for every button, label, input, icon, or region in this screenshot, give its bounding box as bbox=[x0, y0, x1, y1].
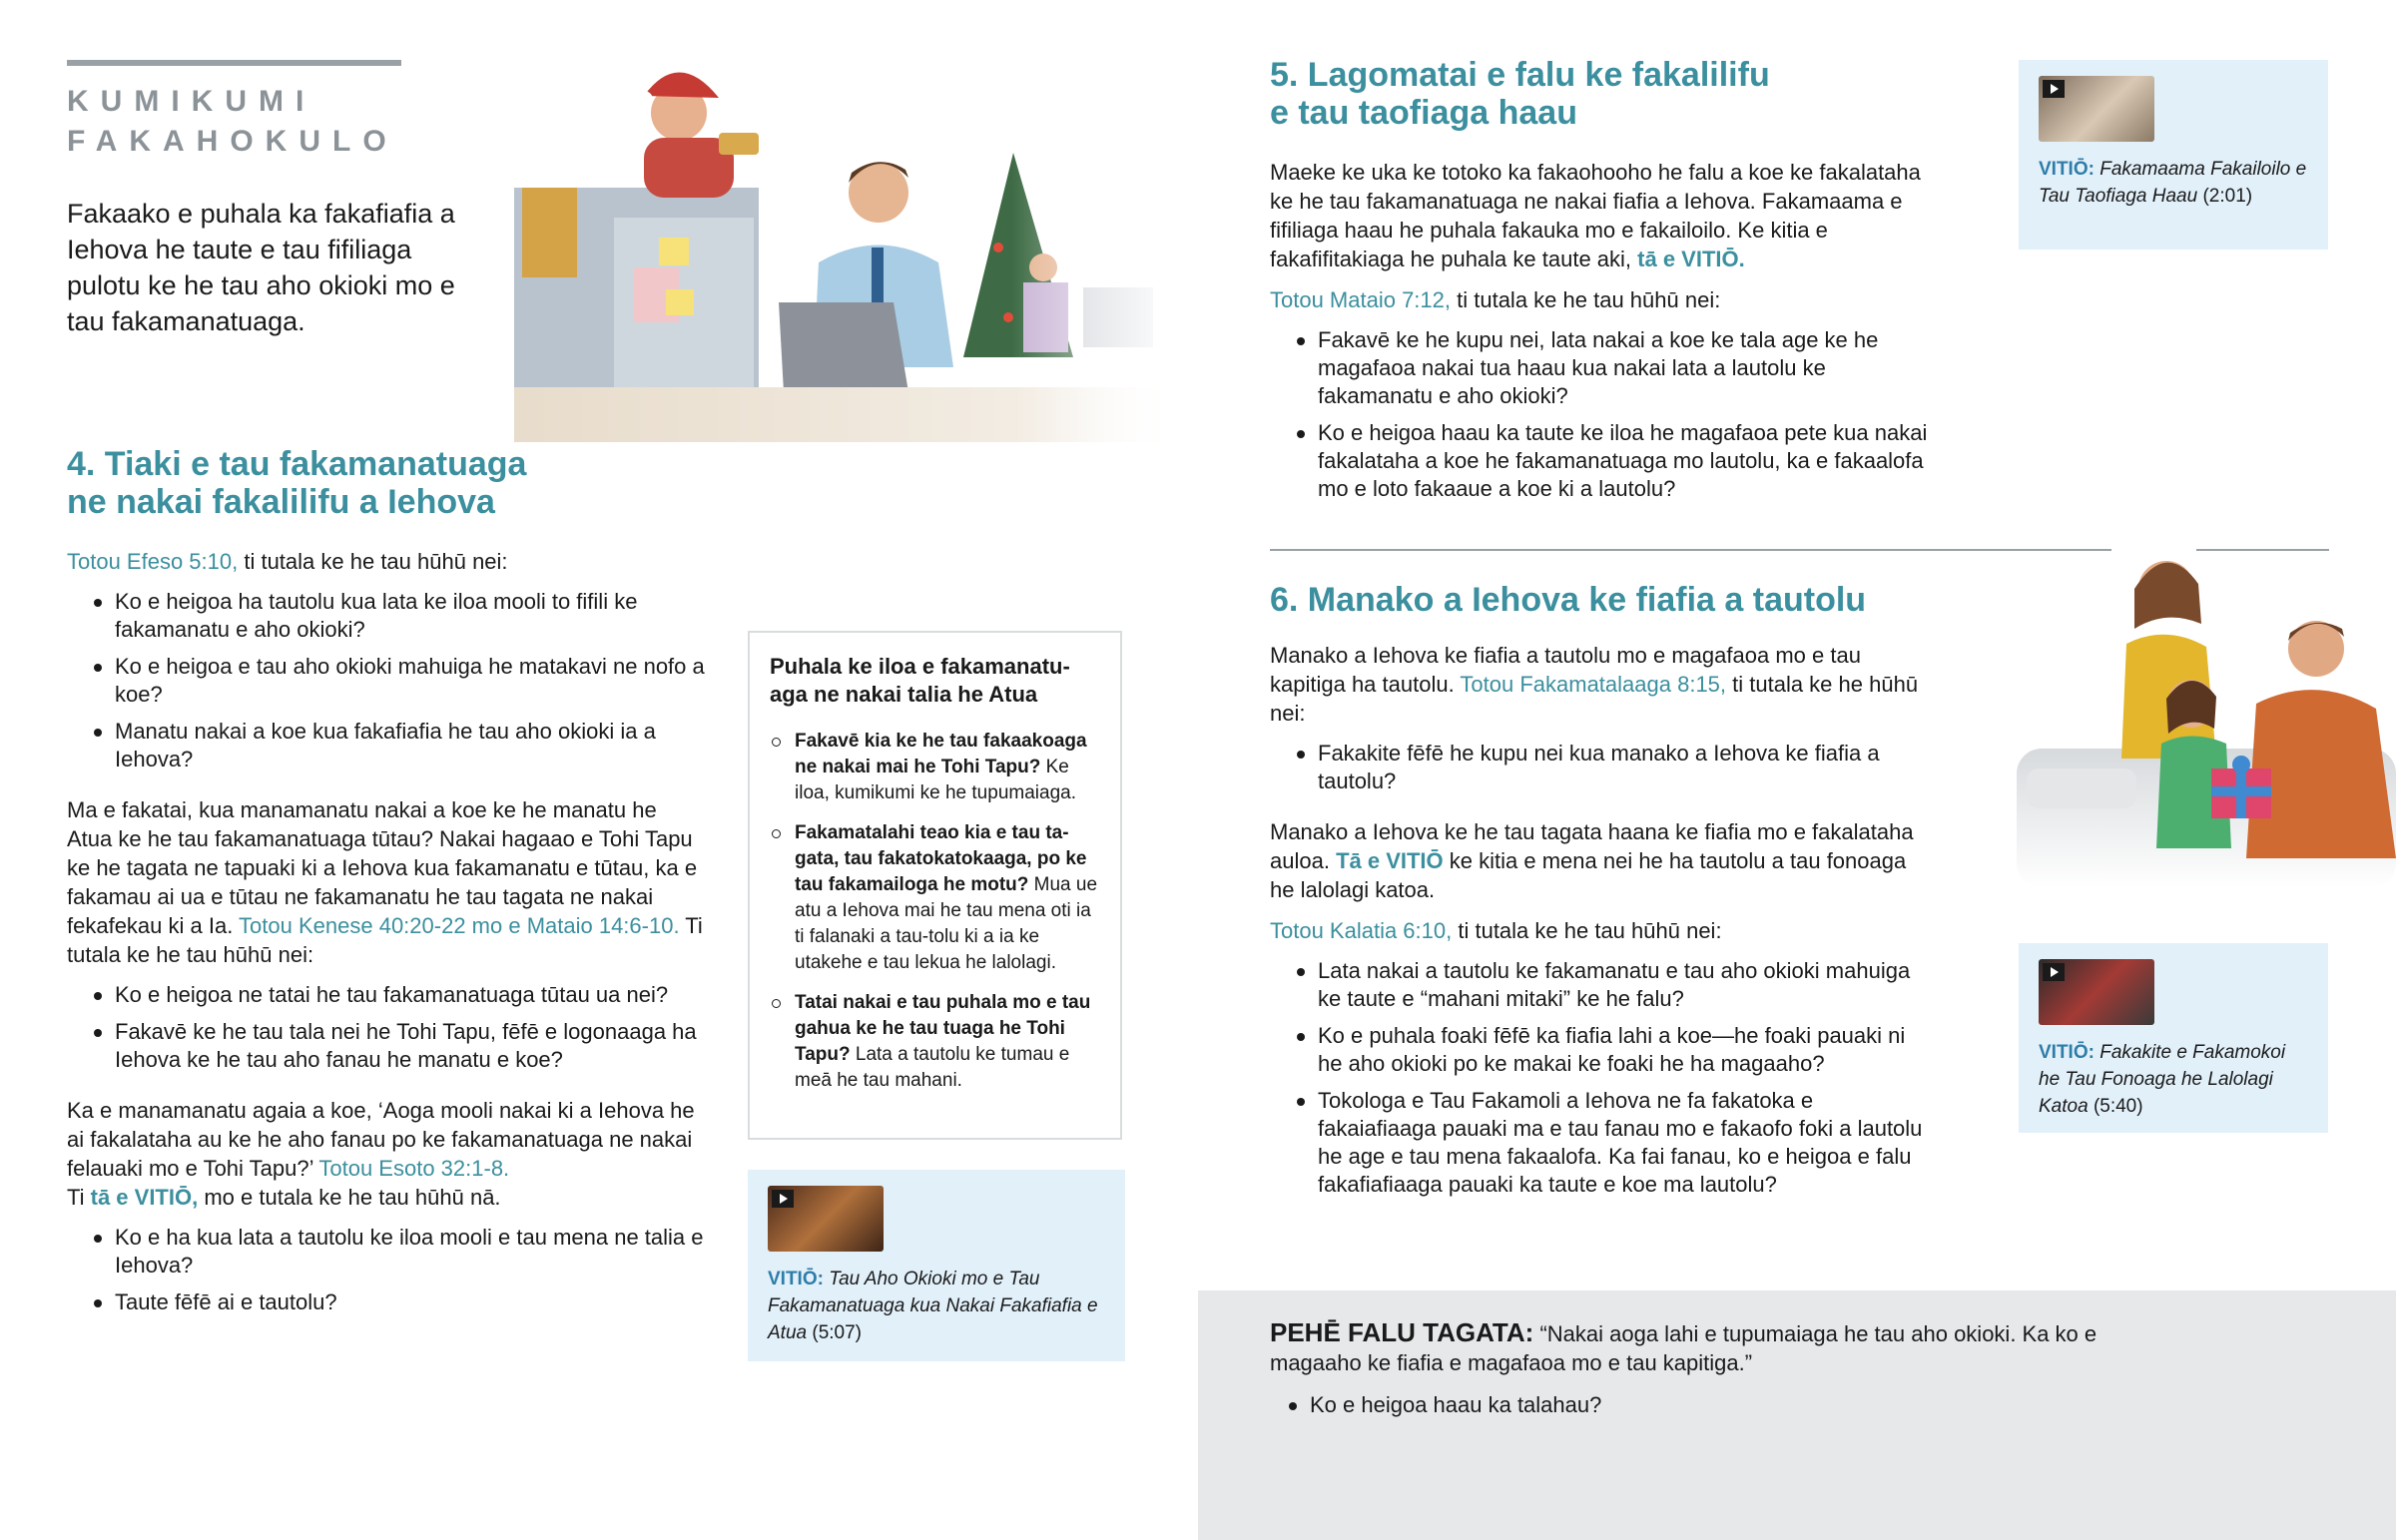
paragraph-text: ti tutala ke he hūhū nei: bbox=[1270, 672, 1919, 726]
video-label: VITIŌ: bbox=[768, 1269, 824, 1289]
section-4-title-line-2: ne nakai fakalilifu a Iehova bbox=[67, 483, 495, 521]
list-item: Manatu nakai a koe kua fakafiafia he tau aho okioki ia a Iehova? bbox=[67, 718, 706, 773]
scripture-link-kenese-mataio[interactable]: Totou Kenese 40:20-22 mo e Mataio 14:6-10. bbox=[239, 913, 680, 938]
footer-label: PEHĒ FALU TAGATA: bbox=[1270, 1317, 1534, 1347]
intro-text: Fakaako e puhala ka fakafiafia a Iehova he taute e tau fifiliaga pulotu ke he tau aho okioki mo e tau fakamanatuaga. bbox=[67, 199, 455, 336]
list-item: Fakakite fēfē he kupu nei kua manako a Iehova ke fiafia a tautolu? bbox=[1270, 740, 1929, 795]
list-item: Ko e heigoa haau ka talahau? bbox=[1262, 1391, 2108, 1419]
kicker-line-2: FAKAHOKULO bbox=[67, 125, 398, 158]
section-5-title-line-2: e tau taofiaga haau bbox=[1270, 94, 1577, 132]
video-caption bbox=[768, 1266, 1105, 1346]
play-icon[interactable] bbox=[2043, 963, 2065, 981]
paragraph-text: mo e tutala ke he tau hūhū nā. bbox=[198, 1185, 501, 1210]
section-4-questions-1 bbox=[67, 588, 706, 773]
list-item: Ko e heigoa e tau aho okioki mahuiga he matakavi ne nofo a koe? bbox=[67, 653, 706, 709]
list-item: Ko e heigoa haau ka taute ke iloa he magafaoa pete kua nakai fakalataha a koe he fakamanatuaga mo lautolu, ka e fakaalofa mo e loto fakaaue a koe ki a lautolu? bbox=[1270, 419, 1929, 503]
footer-content bbox=[1270, 1318, 2108, 1428]
play-icon[interactable] bbox=[2043, 80, 2065, 98]
video-card-holidays[interactable] bbox=[748, 1170, 1125, 1361]
section-5-body bbox=[1270, 158, 1929, 512]
box-checklist bbox=[770, 729, 1100, 1094]
list-item bbox=[770, 729, 1100, 806]
play-video-link[interactable]: tā e VITIŌ, bbox=[90, 1185, 199, 1210]
read-instruction: ti tutala ke he tau hūhū nei: bbox=[1451, 287, 1721, 312]
video-title: Tau Aho Okioki mo e Tau Fakamanatuaga kua Nakai Fakafiafia e Atua bbox=[768, 1269, 1098, 1343]
list-item bbox=[770, 820, 1100, 976]
footer-quote bbox=[1270, 1318, 2108, 1377]
header-rule bbox=[67, 60, 401, 66]
read-instruction: ti tutala ke he tau hūhū nei: bbox=[238, 549, 508, 574]
identify-celebration-box bbox=[748, 631, 1122, 1140]
scripture-link-esoto[interactable]: Totou Esoto 32:1-8. bbox=[318, 1156, 510, 1181]
paragraph-text: Ka e manamanatu agaia a koe, ‘Aoga mooli nakai ki a Iehova he ai fakalataha au ke he aho fanau po ke fakamanatuaga ne nakai felauaki mo e Tohi Tapu?’ bbox=[67, 1098, 695, 1181]
kicker-line-1: KUMIKUMI bbox=[67, 85, 316, 118]
scripture-link-efeso[interactable]: Totou Efeso 5:10, bbox=[67, 549, 239, 574]
section-4-questions-3 bbox=[67, 1224, 706, 1316]
section-6-read-line bbox=[1270, 916, 1929, 945]
paragraph-text: Maeke ke uka ke totoko ka fakaohooho he falu a koe ke fakalataha ke he tau fakamanatuaga ne nakai fiafia a Iehova. Fakamaama e fifiliaga haau he puhala fakauka mo e fakailoilo. Ke kitia e fakafifitakiaga he puhala ke taute aki, bbox=[1270, 160, 1921, 271]
section-5-questions bbox=[1270, 326, 1929, 503]
list-item: Taute fēfē ai e tautolu? bbox=[67, 1288, 706, 1316]
video-card-explain-beliefs[interactable] bbox=[2019, 60, 2328, 250]
item-question: Fakavē kia ke he tau fakaakoaga ne nakai mai he Tohi Tapu? bbox=[795, 731, 1087, 777]
item-question: Tatai nakai e tau puhala mo e tau gahua ke he tau tuaga he Tohi Tapu? bbox=[795, 992, 1091, 1065]
section-6-title: 6. Manako a Iehova ke fiafia a tautolu bbox=[1270, 581, 1867, 619]
section-6-paragraph-1 bbox=[1270, 641, 1929, 728]
video-duration: (5:40) bbox=[2093, 1096, 2143, 1117]
video-duration: (5:07) bbox=[812, 1322, 863, 1343]
quote-text: “Nakai aoga lahi e tupumaiaga he tau aho okioki. Ka ko e magaaho ke fiafia e magafaoa mo e tau kapitiga.” bbox=[1270, 1321, 2097, 1375]
video-title: Fakamaama Fakailoilo e Tau Taofiaga Haau bbox=[2039, 159, 2307, 207]
section-4-title-line-1: 4. Tiaki e tau fakamanatuaga bbox=[67, 445, 527, 483]
item-question: Fakamatalahi teao kia e tau ta-gata, tau fakatokatokaaga, po ke tau fakamailoga he motu? bbox=[795, 822, 1087, 895]
play-video-link[interactable]: tā e VITIŌ. bbox=[1637, 247, 1745, 271]
video-thumbnail[interactable] bbox=[2039, 76, 2154, 142]
section-divider bbox=[1270, 549, 2111, 551]
video-label: VITIŌ: bbox=[2039, 159, 2095, 180]
section-4-paragraph-2 bbox=[67, 1096, 706, 1212]
paragraph-text: Manako a Iehova ke fiafia a tautolu mo e magafaoa mo e tau kapitiga ha tautolu. bbox=[1270, 643, 1861, 697]
section-5-paragraph bbox=[1270, 158, 1929, 273]
list-item: Lata nakai a tautolu ke fakamanatu e tau aho okioki mahuiga ke taute e “mahani mitaki” ke he falu? bbox=[1270, 957, 1929, 1013]
video-label: VITIŌ: bbox=[2039, 1042, 2095, 1063]
scripture-link-kalatia[interactable]: Totou Kalatia 6:10, bbox=[1270, 918, 1453, 943]
paragraph-text: ke kitia e mena nei he ha tautolu a tau fonoaga he lalolagi katoa. bbox=[1270, 848, 1907, 902]
paragraph-text: Manako a Iehova ke he tau tagata haana ke fiafia mo e fakalataha auloa. bbox=[1270, 819, 1914, 873]
item-answer: Lata a tautolu ke tumau e meā he tau mahani. bbox=[795, 1044, 1070, 1091]
item-answer: Ke iloa, kumikumi ke he tupumaiaga. bbox=[795, 757, 1076, 803]
section-6-body bbox=[1270, 641, 1929, 1208]
play-icon[interactable] bbox=[772, 1190, 794, 1208]
box-title: Puhala ke iloa e fakamanatu-aga ne nakai talia he Atua bbox=[770, 654, 1070, 707]
video-card-conventions[interactable] bbox=[2019, 943, 2328, 1133]
video-thumbnail[interactable] bbox=[768, 1186, 884, 1252]
lesson-kicker bbox=[67, 82, 398, 162]
footer-questions bbox=[1262, 1391, 2108, 1419]
paragraph-text: Ma e fakatai, kua manamanatu nakai a koe ke he manatu he Atua ke he tau fakamanatuaga tūtau? Nakai hagaao e Tohi Tapu ke he tagata ne tapuaki ki a Iehova kua fakamanatu e tūtau, ka e fakamau ai ua e tūtau ne fakamanatu he tau tagata ne nakai fekafekau ki a Ia. bbox=[67, 797, 698, 938]
office-holiday-illustration bbox=[514, 58, 1178, 442]
section-6-questions-2 bbox=[1270, 957, 1929, 1199]
list-item: Fakavē ke he kupu nei, lata nakai a koe ke tala age ke he magafaoa nakai tua haau kua nakai lata a lautolu ke fakamanatu e aho okioki? bbox=[1270, 326, 1929, 410]
section-4-read-line bbox=[67, 547, 706, 576]
list-item: Ko e puhala foaki fēfē ka fiafia lahi a koe—he foaki pauaki ni he aho okioki po ke makai ke foaki he ha magaaho? bbox=[1270, 1022, 1929, 1078]
section-4-questions-2 bbox=[67, 981, 706, 1074]
section-4-title bbox=[67, 445, 626, 521]
section-5-title bbox=[1270, 56, 1889, 132]
list-item: Fakavē ke he tau tala nei he Tohi Tapu, fēfē e logonaaga ha Iehova ke he tau aho fanau he manatu e koe? bbox=[67, 1018, 706, 1074]
video-caption bbox=[2039, 1039, 2308, 1120]
paragraph-text: Ti bbox=[67, 1185, 91, 1210]
list-item bbox=[770, 990, 1100, 1094]
section-4-body bbox=[67, 547, 706, 1325]
list-item: Tokologa e Tau Fakamoli a Iehova ne fa fakatoka e fakaiafiaaga pauaki ma e tau fanau mo e fakaofo foki a lautolu he age e tau mena fakaalofa. Ka fai fanau, ko e heigoa e falu fakafiafiaaga pauaki ka taute e koe ma lautolu? bbox=[1270, 1087, 1929, 1199]
section-6-questions-1 bbox=[1270, 740, 1929, 795]
item-answer: Mua ue atu a Iehova mai he tau mena oti ia ti falanaki a tau-tolu ki a ia ke utakehe e tau lekua he lalolagi. bbox=[795, 874, 1098, 973]
section-5-title-line-1: 5. Lagomatai e falu ke fakalilifu bbox=[1270, 56, 1770, 94]
section-6-paragraph-2 bbox=[1270, 817, 1929, 904]
paragraph-text: Ti tutala ke he tau hūhū nei: bbox=[67, 913, 703, 967]
video-thumbnail[interactable] bbox=[2039, 959, 2154, 1025]
video-title: Fakakite e Fakamokoi he Tau Fonoaga he Lalolagi Katoa bbox=[2039, 1042, 2286, 1117]
list-item: Ko e ha kua lata a tautolu ke iloa mooli e tau mena ne talia e Iehova? bbox=[67, 1224, 706, 1280]
read-instruction: ti tutala ke he tau hūhū nei: bbox=[1452, 918, 1722, 943]
list-item: Ko e heigoa ne tatai he tau fakamanatuaga tūtau ua nei? bbox=[67, 981, 706, 1009]
play-video-link[interactable]: Tā e VITIŌ bbox=[1336, 848, 1444, 873]
family-gift-illustration bbox=[2017, 529, 2396, 893]
section-4-paragraph-1 bbox=[67, 795, 706, 969]
scripture-link-fakamatalaaga[interactable]: Totou Fakamatalaaga 8:15, bbox=[1460, 672, 1727, 697]
section-5-read-line bbox=[1270, 285, 1929, 314]
video-duration: (2:01) bbox=[2202, 186, 2253, 207]
others-say-footer bbox=[1198, 1290, 2396, 1540]
scripture-link-mataio[interactable]: Totou Mataio 7:12, bbox=[1270, 287, 1452, 312]
video-caption bbox=[2039, 156, 2308, 210]
list-item: Ko e heigoa ha tautolu kua lata ke iloa mooli to fifili ke fakamanatu e aho okioki? bbox=[67, 588, 706, 644]
